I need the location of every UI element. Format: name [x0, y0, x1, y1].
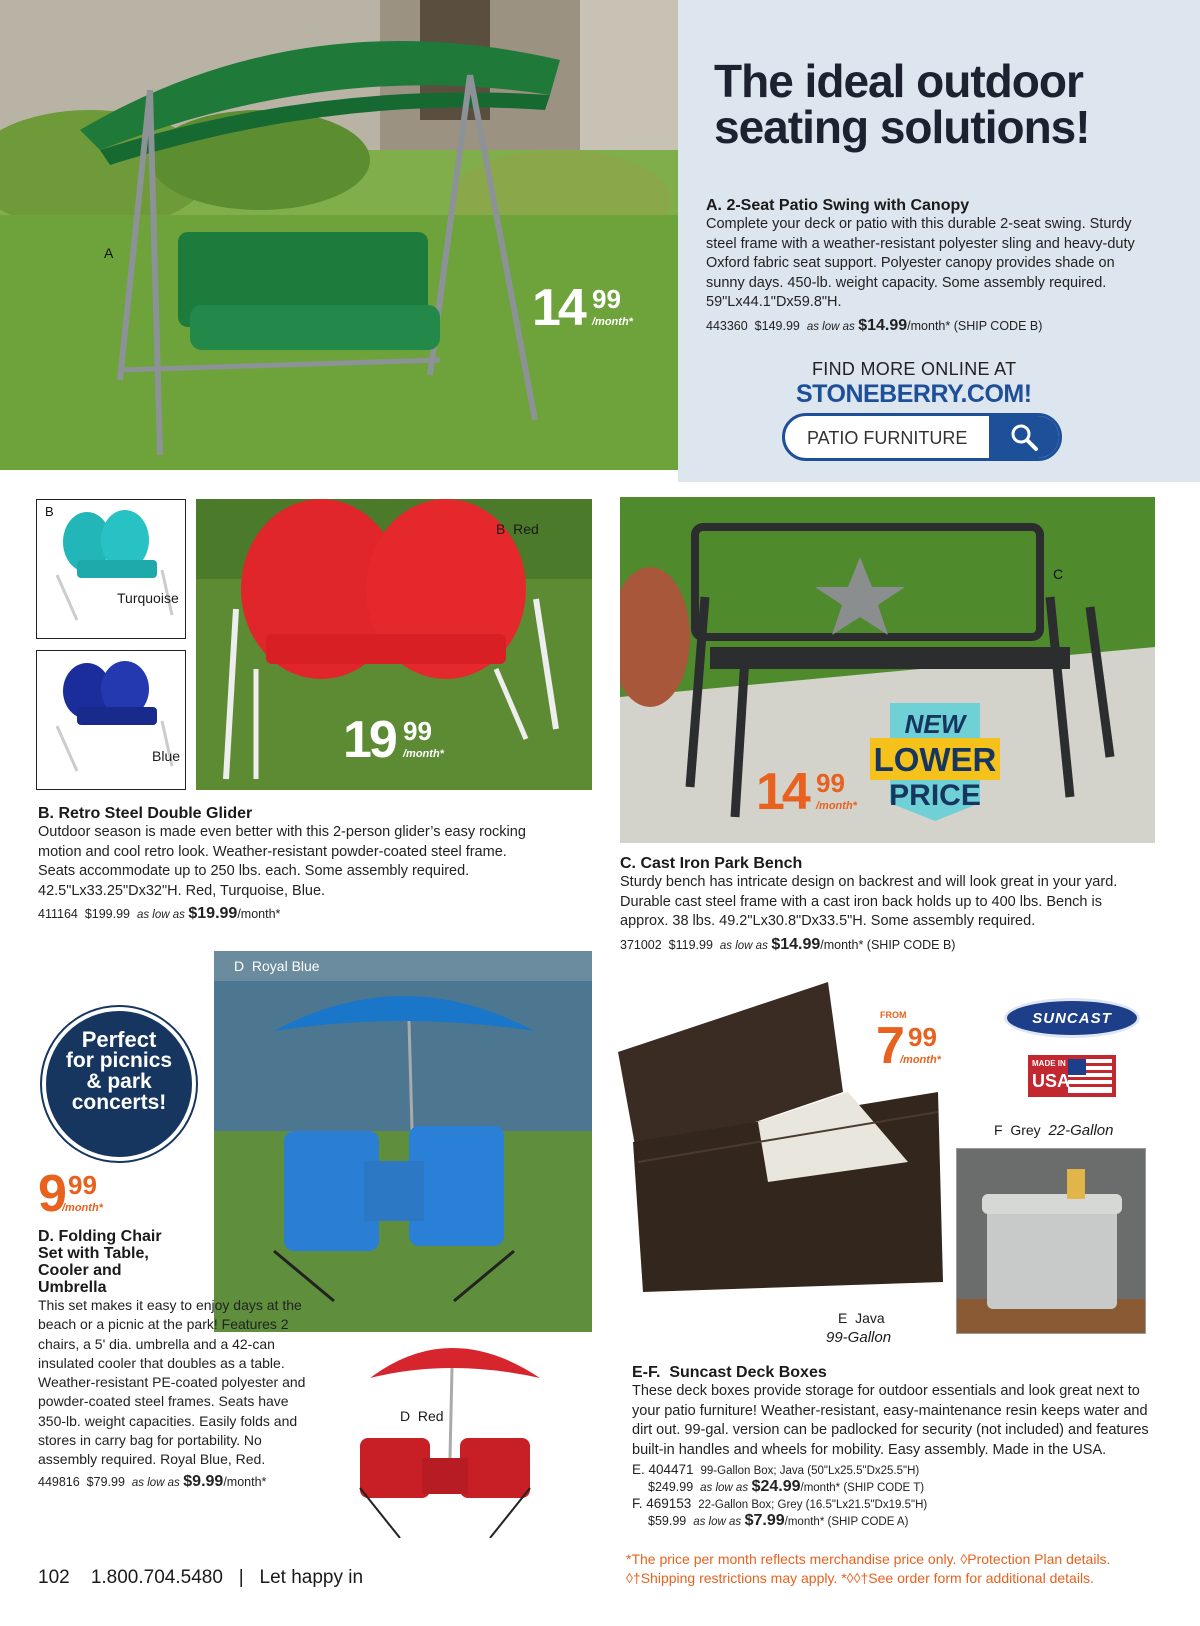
page-headline: The ideal outdoor seating solutions! — [714, 55, 1090, 153]
red-chair-label: D Red — [400, 1408, 444, 1424]
swing-photo — [0, 0, 678, 470]
product-d-price-line: 449816 $79.99 as low as $9.99/month* — [38, 1472, 267, 1490]
product-d-copy — [38, 1228, 320, 1491]
thumb-turquoise[interactable] — [36, 499, 186, 639]
picnic-badge: Perfect for picnics & park concerts! — [42, 1007, 196, 1161]
price-tag-ef: FROM 7 99 /month* — [876, 1010, 941, 1075]
product-ef-copy — [632, 1364, 1152, 1530]
thumb-blue[interactable] — [36, 650, 186, 790]
svg-text:C: C — [1053, 566, 1064, 582]
deck-box-e-color: E Java — [838, 1310, 885, 1326]
product-b-desc: Outdoor season is made even better with this 2-person glider’s easy rocking motion and cool retro look. Weather-resistant powder-coated steel frame. Seats accommodate up to 250 lbs. each. Some assembly required. 42.5"Lx33.25"Dx32"H. Red, Turquoise, Blue. — [38, 824, 526, 899]
deck-box-e-size: 99-Gallon — [826, 1329, 892, 1346]
chair-set-photo-label: D Royal Blue — [234, 958, 320, 974]
find-online-url[interactable]: STONEBERRY.COM! — [796, 380, 1032, 408]
thumb-turquoise-label: Turquoise — [117, 590, 179, 606]
product-e-item-line: E. 404471 99-Gallon Box; Java (50"Lx25.5"Dx25.5"H) — [632, 1462, 920, 1477]
search-input[interactable]: PATIO FURNITURE — [807, 428, 968, 448]
page-number: 102 — [38, 1567, 70, 1588]
search-button[interactable] — [989, 416, 1059, 458]
glider-photo-label: B Red — [496, 521, 539, 537]
suncast-logo: SUNCAST — [1004, 998, 1140, 1038]
tagline: Let happy in — [259, 1567, 364, 1588]
svg-text:B: B — [45, 504, 54, 519]
footer-left: 102 1.800.704.5480 | Let happy in — [38, 1567, 364, 1588]
product-b-title: B. Retro Steel Double Glider — [38, 805, 253, 822]
product-e-price-line: $249.99 as low as $24.99/month* (SHIP CODE T) — [648, 1478, 925, 1495]
product-a-title: A. 2-Seat Patio Swing with Canopy — [706, 197, 970, 214]
product-c-title: C. Cast Iron Park Bench — [620, 855, 803, 872]
product-f-price-line: $59.99 as low as $7.99/month* (SHIP CODE A) — [648, 1512, 909, 1529]
product-b-copy — [38, 805, 528, 923]
product-c-copy — [620, 855, 1140, 954]
find-online-line1: FIND MORE ONLINE AT — [812, 359, 1017, 379]
deck-box-f-label: F Grey 22-Gallon — [994, 1122, 1114, 1139]
product-ef-desc: These deck boxes provide storage for outdoor essentials and look great next to your patio furniture! Weather-resistant, easy-maintenance resin keeps water and dirt out. 99-gal. version can be padlocked for security (not included) and features built-in handles and wheels for mobility. Easy assembly. Made in the USA. — [632, 1383, 1149, 1458]
search-box[interactable] — [782, 413, 1062, 461]
product-f-item-line: F. 469153 22-Gallon Box; Grey (16.5"Lx21.5"Dx19.5"H) — [632, 1496, 928, 1511]
marker-a: A — [104, 245, 114, 261]
phone-number[interactable]: 1.800.704.5480 — [90, 1567, 223, 1588]
product-c-price-line: 371002 $119.99 as low as $14.99/month* (SHIP CODE B) — [620, 935, 956, 953]
price-tag-c: 14 99 /month* — [756, 763, 857, 821]
product-d-title: D. Folding Chair Set with Table, Cooler and Umbrella — [38, 1228, 162, 1296]
thumb-blue-label: Blue — [152, 748, 181, 764]
product-d-desc: This set makes it easy to enjoy days at the beach or a picnic at the park! Features 2 chairs, a 5' dia. umbrella and a 42-can insulated cooler that doubles as a table. Weather-resistant PE-coated polyester and powder-coated steel frames. Seats have 350-lb. weight capacities. Easily folds and stores in carry bag for portability. No assembly required. Royal Blue, Red. — [38, 1297, 306, 1468]
new-lower-price-badge: NEW LOWER PRICE — [870, 703, 1000, 821]
product-a-price-line: 443360 $149.99 as low as $14.99/month* (SHIP CODE B) — [706, 316, 1043, 334]
price-tag-a: 14 99 /month* — [532, 279, 633, 337]
footer-notes: *The price per month reflects merchandise price only. ◊Protection Plan details. ◊†Shipping restrictions may apply. *◊◊†See order form for additional details. — [626, 1551, 1111, 1586]
product-c-desc: Sturdy bench has intricate design on backrest and will look great in your yard. Durable cast steel frame with a cast iron back holds up to 400 lbs. Bench is approx. 38 lbs. 49.2"Lx30.8"Dx33.5"H. Some assembly required. — [620, 874, 1118, 929]
product-a-copy — [706, 197, 1146, 335]
red-chair-image — [330, 1338, 570, 1538]
product-a-desc: Complete your deck or patio with this durable 2-seat swing. Sturdy steel frame with a weather-resistant polyester sling and heavy-duty Oxford fabric seat support. Polyester canopy provides shade on sunny days. 450-lb. weight capacity. Some assembly required. 59"Lx44.1"Dx59.8"H. — [706, 216, 1135, 310]
product-b-price-line: 411164 $199.99 as low as $19.99/month* — [38, 905, 281, 922]
made-in-usa-badge: MADE IN USA — [1028, 1055, 1116, 1097]
search-icon — [1009, 422, 1039, 452]
price-tag-d: 9 99 /month* — [38, 1165, 103, 1223]
product-ef-title: E-F. Suncast Deck Boxes — [632, 1364, 827, 1381]
deck-box-f-photo — [956, 1148, 1146, 1334]
price-tag-b: 19 99 /month* — [343, 711, 444, 769]
